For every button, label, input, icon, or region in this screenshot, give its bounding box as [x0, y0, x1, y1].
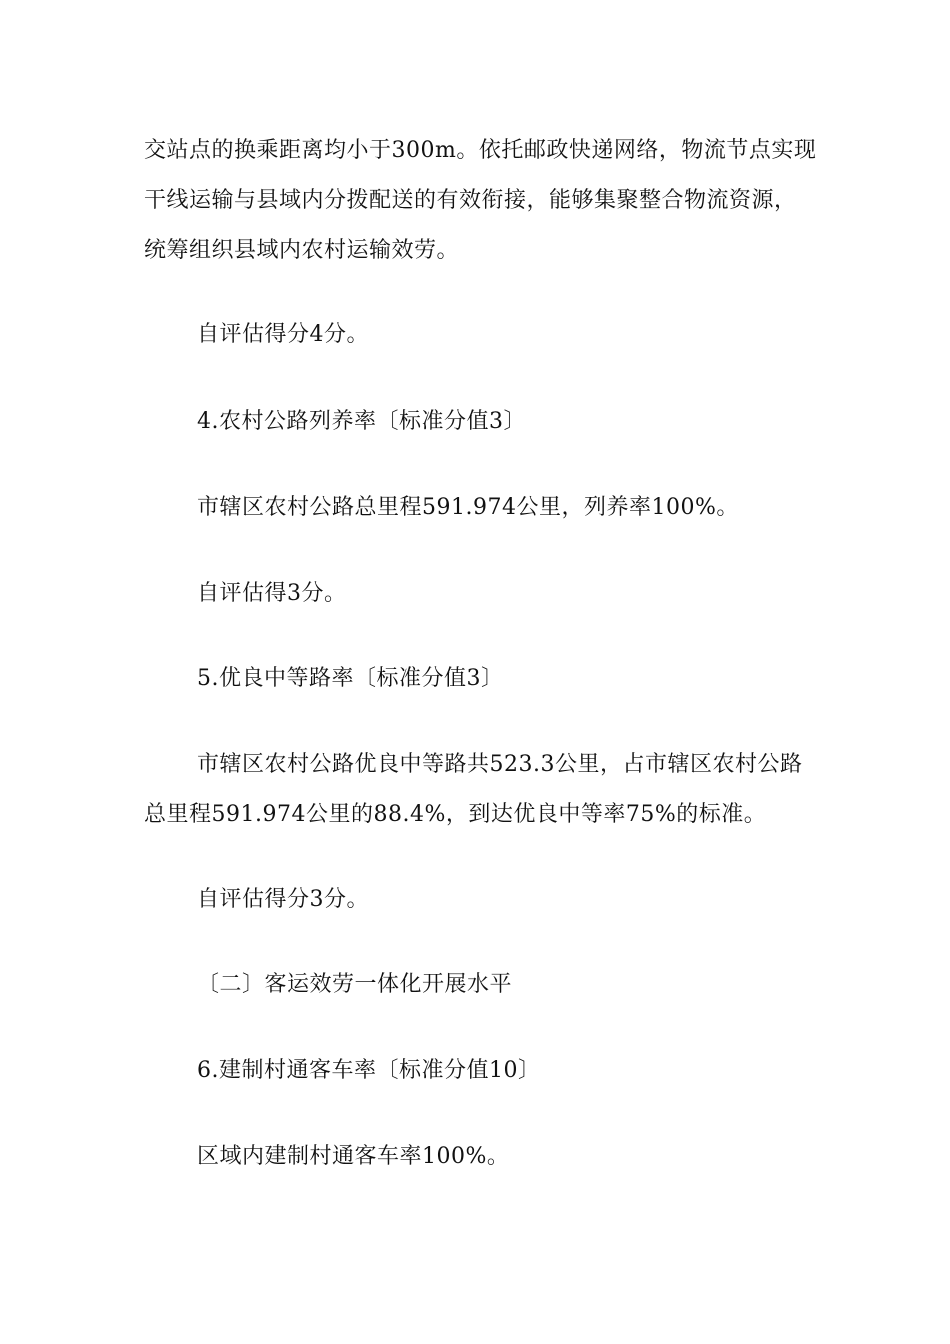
section-heading: 5.优良中等路率〔标准分值3〕 [197, 666, 504, 691]
paragraph-line: 交站点的换乘距离均小于300m。依托邮政快递网络，物流节点实现 [144, 138, 817, 163]
paragraph-line: 市辖区农村公路总里程591.974公里，列养率100%。 [197, 495, 739, 520]
score-line: 自评估得分3分。 [197, 887, 369, 912]
paragraph-line: 总里程591.974公里的88.4%，到达优良中等率75%的标准。 [144, 802, 767, 827]
section-heading: 〔二〕客运效劳一体化开展水平 [197, 972, 513, 997]
paragraph-line: 统筹组织县域内农村运输效劳。 [144, 238, 460, 263]
score-line: 自评估得3分。 [197, 581, 347, 606]
paragraph-line: 市辖区农村公路优良中等路共523.3公里，占市辖区农村公路 [197, 752, 803, 777]
paragraph-line: 干线运输与县域内分拨配送的有效衔接，能够集聚整合物流资源， [144, 188, 797, 213]
paragraph-line: 区域内建制村通客车率100%。 [197, 1144, 510, 1169]
section-heading: 6.建制村通客车率〔标准分值10〕 [197, 1058, 541, 1083]
score-line: 自评估得分4分。 [197, 322, 369, 347]
section-heading: 4.农村公路列养率〔标准分值3〕 [197, 409, 526, 434]
